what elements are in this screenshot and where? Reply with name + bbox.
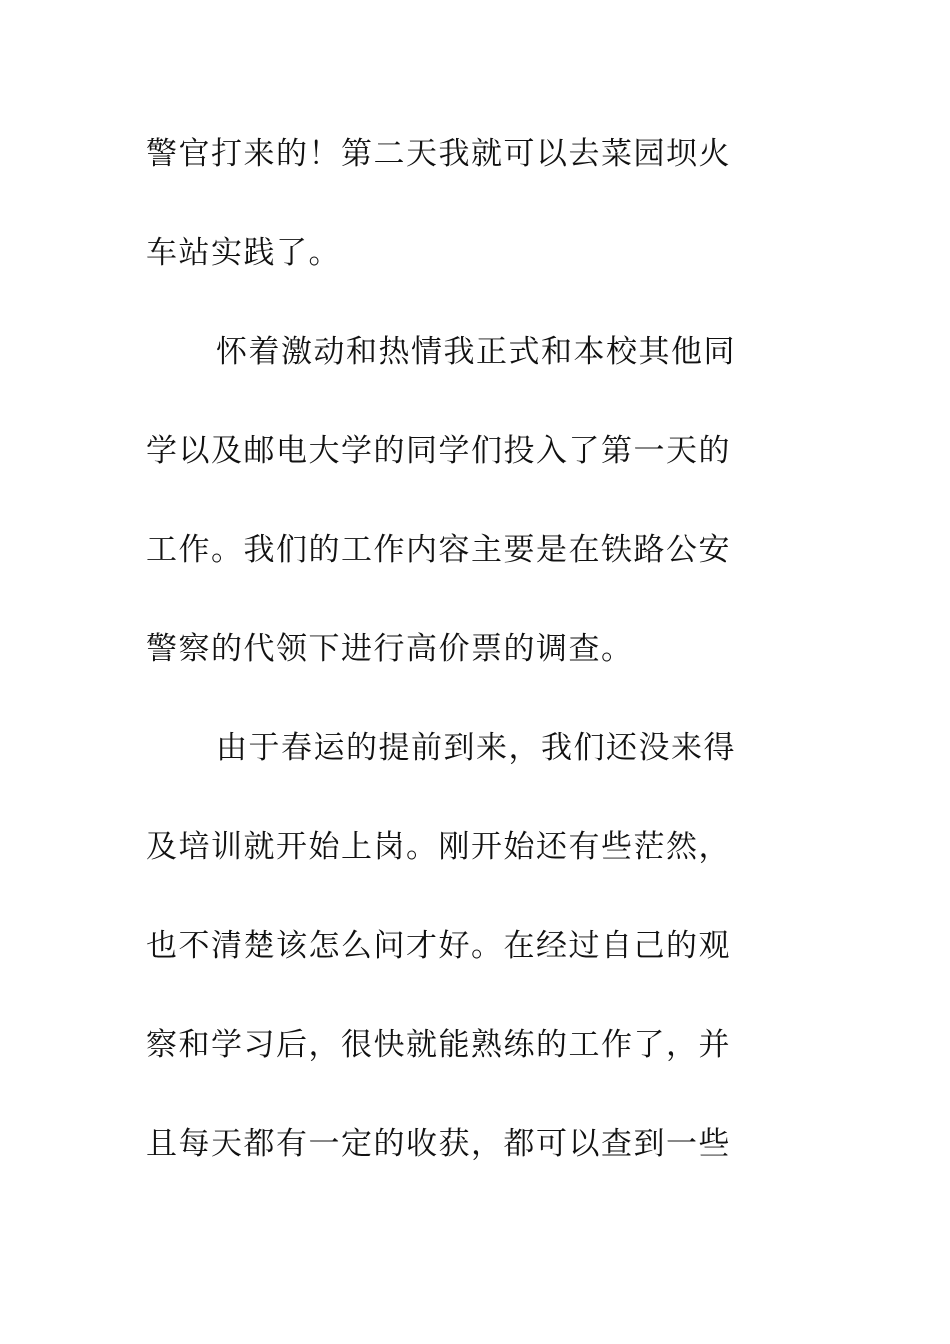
paragraph-2-line-1: 怀着激动和热情我正式和本校其他同: [216, 334, 736, 370]
paragraph-2-line-4: 警察的代领下进行高价票的调查。: [146, 631, 634, 667]
text-line-2: 车站实践了。: [146, 235, 341, 271]
paragraph-3-line-1: 由于春运的提前到来，我们还没来得: [216, 730, 736, 766]
paragraph-3-line-3: 也不清楚该怎么问才好。在经过自己的观: [146, 928, 731, 964]
text-line-1: 警官打来的！第二天我就可以去菜园坝火: [146, 136, 731, 172]
paragraph-3-line-4: 察和学习后，很快就能熟练的工作了，并: [146, 1027, 731, 1063]
paragraph-2-line-3: 工作。我们的工作内容主要是在铁路公安: [146, 532, 731, 568]
paragraph-2-line-2: 学以及邮电大学的同学们投入了第一天的: [146, 433, 731, 469]
paragraph-3-line-5: 且每天都有一定的收获，都可以查到一些: [146, 1126, 731, 1162]
paragraph-3-line-2: 及培训就开始上岗。刚开始还有些茫然，: [146, 829, 731, 865]
